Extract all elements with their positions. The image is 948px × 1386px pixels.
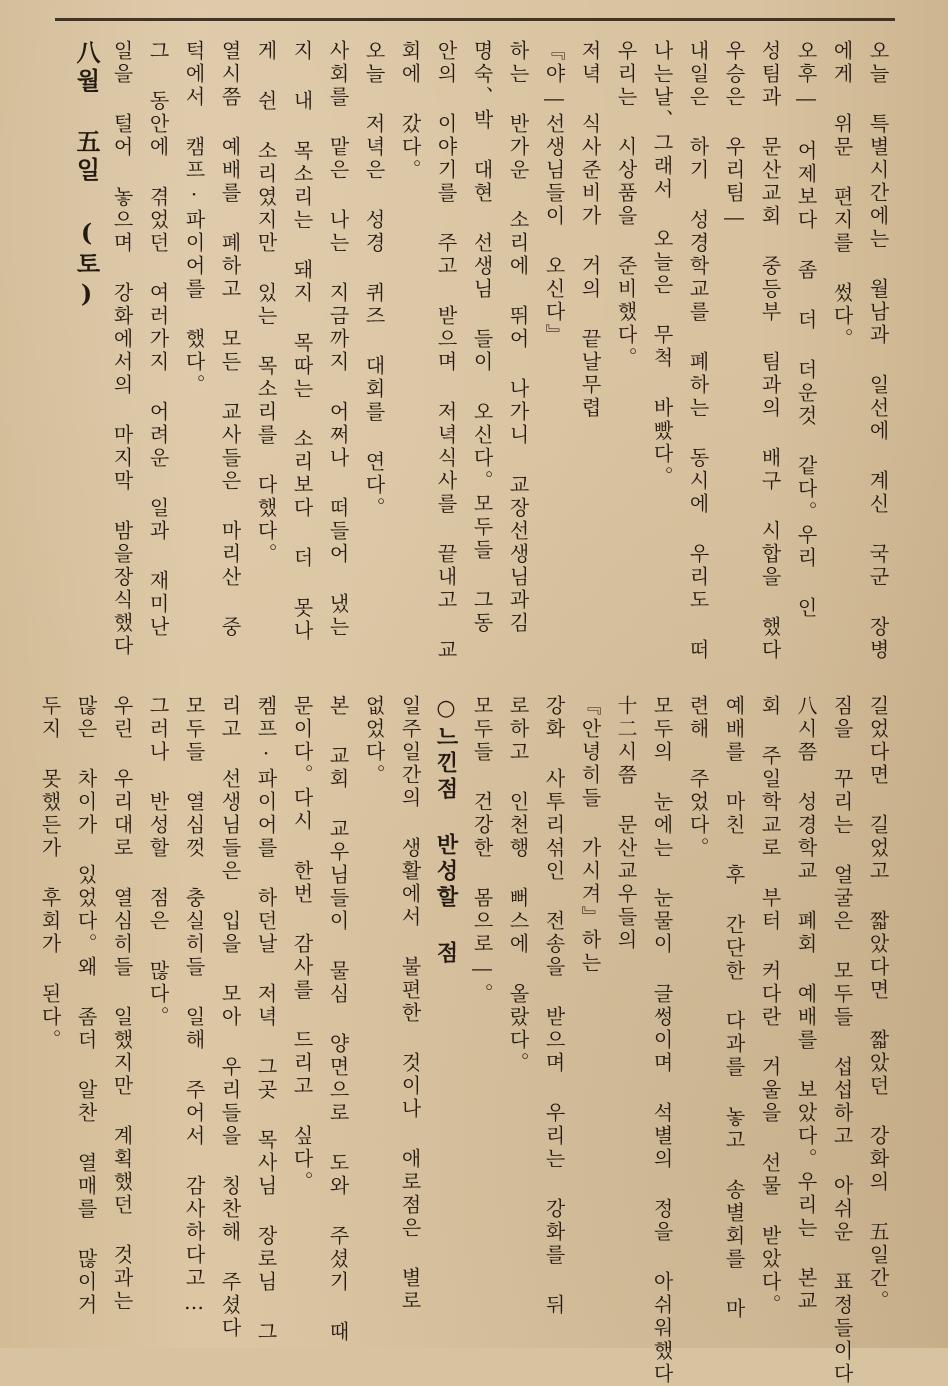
text-column: 그 동안에 겪었던 여러가지 어려운 일과 재미난 — [146, 40, 170, 639]
text-column: 지 내 목소리는 돼지 목따는 소리보다 더 못나 — [290, 40, 314, 643]
text-column: 내일은 하기 성경학교를 폐하는 동시에 우리도 떠 — [686, 40, 710, 662]
text-column: 사회를 맡은 나는 지금까지 어쩌나 떠들어 냈는 — [326, 40, 350, 639]
text-column: 문이다。다시 한번 감사를 드리고 싶다。 — [290, 695, 314, 1194]
text-column: 우린 우리대로 열심히들 일했지만 계획했던 것과는 — [110, 695, 134, 1313]
text-column: 많은 차이가 있었다。왜 좀더 알찬 열매를 많이거 — [74, 695, 98, 1317]
text-column: 八시쯤 성경학교 폐회 예배를 보았다。우리는 본교 — [794, 695, 818, 1313]
text-column: 우리는 시상품을 준비했다。 — [614, 40, 638, 370]
text-column: 회 주일학교로 부터 커다란 거울을 선물 받았다。 — [758, 695, 782, 1317]
text-column: 명숙、박 대현 선생님 들이 오신다。모두들 그동 — [470, 40, 494, 635]
text-column: 하는 반가운 소리에 뛰어 나가니 교장선생님과김 — [506, 40, 530, 635]
text-column: 성팀과 문산교회 중등부 팀과의 배구 시합을 했다 — [758, 40, 782, 662]
text-column: 련해 주었다。 — [686, 695, 710, 860]
text-column: 예배를 마친 후 간단한 다과를 놓고 송별회를 마 — [722, 695, 746, 1321]
text-column: 두지 못했든가 후회가 된다。 — [38, 695, 62, 1052]
text-column: 없었다。 — [362, 695, 386, 787]
text-column: 게 쉰 소리였지만 있는 목소리를 다했다。 — [254, 40, 278, 566]
text-column: 十二시쯤 문산교우들의 — [614, 695, 638, 952]
text-column: 모두들 건강한 몸으로―。 — [470, 695, 494, 1006]
text-column: 일을 털어 놓으며 강화에서의 마지막 밤을장식했다 — [110, 40, 134, 658]
upper-text-block — [72, 40, 896, 662]
section-heading: ○느낀점 반성할 점 — [433, 695, 459, 967]
top-rule — [55, 18, 895, 21]
text-column: 리고 선생님들은 입을 모아 우리들을 칭찬해 주셨다 — [218, 695, 242, 1340]
text-column: 일주일간의 생활에서 불편한 것이나 애로점은 별로 — [398, 695, 422, 1313]
text-column: 『야―선생님들이 오신다』 — [542, 40, 566, 347]
text-column: 『안녕히들 가시겨』하는 — [578, 695, 602, 975]
text-column: 회에 갔다。 — [398, 40, 422, 182]
text-column: 짐을 꾸리는 얼굴은 모두들 섭섭하고 아쉬운 표정들이다 — [830, 695, 854, 1386]
text-column: 턱에서 캠프·파이어를 했다。 — [182, 40, 206, 397]
text-column: 안의 이야기를 주고 받으며 저녁식사를 끝내고 교 — [434, 40, 458, 662]
text-column: 나는날、그래서 오늘은 무척 바빴다。 — [650, 40, 674, 489]
text-column: 로하고 인천행 뻐스에 올랐다。 — [506, 695, 530, 1075]
text-column: 그러나 반성할 점은 많다。 — [146, 695, 170, 1029]
text-column: 저녁 식사준비가 거의 끝날무렵 — [578, 40, 602, 420]
text-column: 에게 위문 편지를 썼다。 — [830, 40, 854, 351]
date-heading: 八월 五일 (토) — [72, 40, 101, 312]
lower-text-block — [38, 695, 896, 1386]
text-column: 켐프·파이어를 하던날 저녁 그곳 목사님 장로님 그 — [254, 695, 278, 1344]
text-column: 강화 사투리섞인 전송을 받으며 우리는 강화를 뒤 — [542, 695, 566, 1317]
text-column: 열시쯤 예배를 폐하고 모든 교사들은 마리산 중 — [218, 40, 242, 639]
text-column: 오늘 저녁은 성경 퀴즈 대회를 연다。 — [362, 40, 386, 520]
text-column: 오늘 특별시간에는 월남과 일선에 계신 국군 장병 — [866, 40, 890, 662]
text-column: 오후― 어제보다 좀 더 더운것 같다。우리 인 — [794, 40, 818, 620]
text-column: 모두의 눈에는 눈물이 글썽이며 석별의 정을 아쉬워했다 — [650, 695, 674, 1386]
text-column: 길었다면 길었고 짧았다면 짧았던 강화의 五일간。 — [866, 695, 890, 1313]
text-column: 본 교회 교우님들이 물심 양면으로 도와 주셨기 때 — [326, 695, 350, 1344]
text-column: 우승은 우리팀― — [722, 40, 746, 232]
text-column: 모두들 열심껏 충실히들 일해 주어서 감사하다고… — [182, 695, 206, 1317]
